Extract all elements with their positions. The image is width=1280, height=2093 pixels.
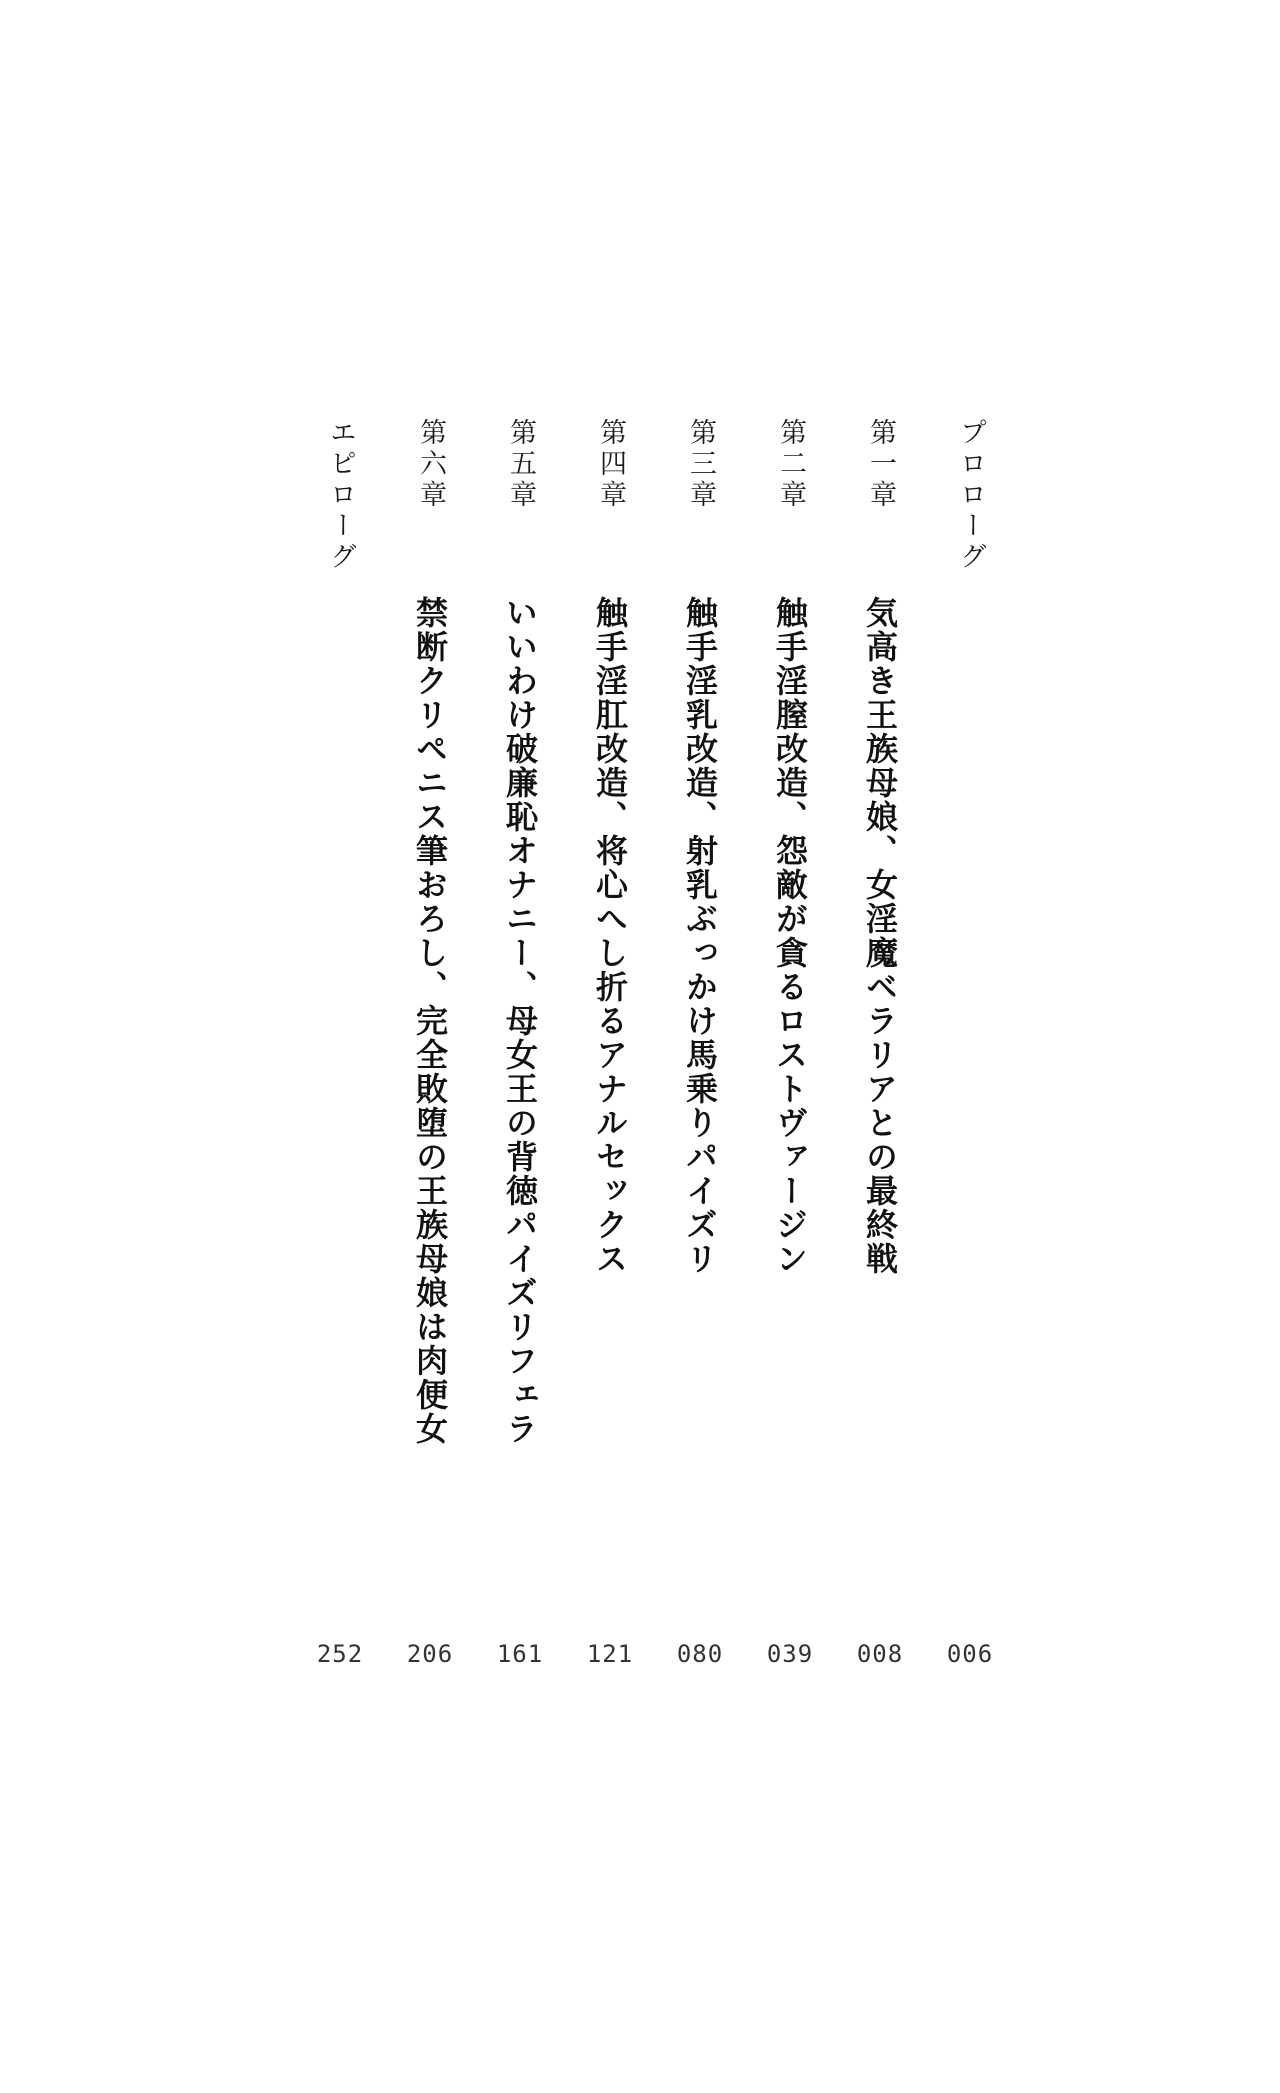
toc-entry-epilogue[interactable] [310,0,370,2093]
chapter-title: 触手淫肛改造、将心へし折るアナルセックス [591,596,629,1276]
toc-entry-chapter-4[interactable] [580,0,640,2093]
page-number: 206 [406,1640,454,1668]
chapter-title: いいわけ破廉恥オナニー、母女王の背徳パイズリフェラ [501,596,539,1446]
page-number: 161 [496,1640,544,1668]
chapter-label: プロローグ [955,418,986,573]
chapter-label: 第一章 [865,418,896,511]
page-number: 006 [946,1640,994,1668]
chapter-title: 禁断クリペニス筆おろし、完全敗堕の王族母娘は肉便女 [411,596,449,1446]
chapter-title: 触手淫膣改造、怨敵が貪るロストヴァージン [771,596,809,1276]
toc-entry-chapter-1[interactable] [850,0,910,2093]
toc-entry-chapter-3[interactable] [670,0,730,2093]
page-number: 039 [766,1640,814,1668]
chapter-label: 第二章 [775,418,806,511]
toc-entry-chapter-6[interactable] [400,0,460,2093]
chapter-label: 第六章 [415,418,446,511]
chapter-title: 気高き王族母娘、女淫魔ベラリアとの最終戦 [861,596,899,1276]
page-number: 121 [586,1640,634,1668]
chapter-label: エピローグ [325,418,356,573]
chapter-label: 第五章 [505,418,536,511]
toc-entry-prologue[interactable] [940,0,1000,2093]
page-number: 252 [316,1640,364,1668]
page-number: 008 [856,1640,904,1668]
toc-entry-chapter-2[interactable] [760,0,820,2093]
page-number: 080 [676,1640,724,1668]
chapter-title: 触手淫乳改造、射乳ぶっかけ馬乗りパイズリ [681,596,719,1276]
chapter-label: 第三章 [685,418,716,511]
toc-entry-chapter-5[interactable] [490,0,550,2093]
chapter-label: 第四章 [595,418,626,511]
